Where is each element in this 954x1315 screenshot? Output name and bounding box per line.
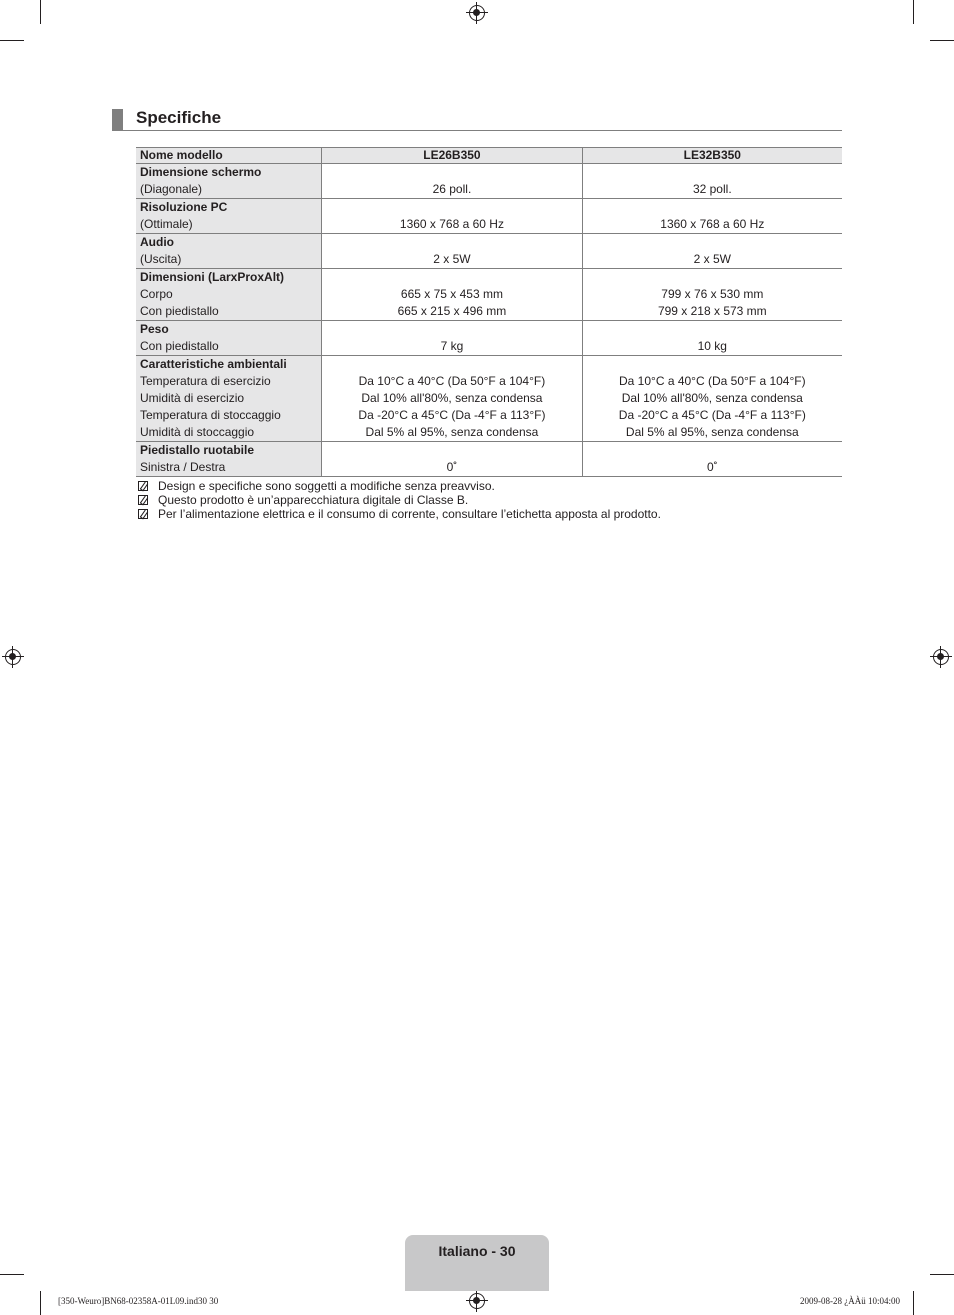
value-cell xyxy=(582,269,842,321)
value-cell xyxy=(582,321,842,356)
value: Da 10°C a 40°C (Da 50°F a 104°F) xyxy=(358,374,546,388)
row-title: Dimensione schermo xyxy=(140,165,262,179)
crop-mark xyxy=(40,1291,41,1315)
footer-file-info: [350-Weuro]BN68-02358A-01L09.ind30 30 xyxy=(58,1296,219,1306)
list-item xyxy=(138,479,661,493)
page-number-tab xyxy=(405,1235,549,1291)
row-subtitle: Temperatura di esercizio xyxy=(140,374,271,388)
value-cell xyxy=(322,234,582,269)
table-row xyxy=(136,164,842,199)
value: 1360 x 768 a 60 Hz xyxy=(399,217,504,231)
row-label xyxy=(136,321,322,356)
value: 7 kg xyxy=(440,339,464,353)
footer-timestamp: 2009-08-28 ¿ÀÀü 10:04:00 xyxy=(800,1296,900,1306)
value-cell xyxy=(582,234,842,269)
row-label xyxy=(136,234,322,269)
row-subtitle: (Uscita) xyxy=(140,252,182,266)
crop-mark xyxy=(40,0,41,24)
note-text: Per l’alimentazione elettrica e il consumo di corrente, consultare l’etichetta apposta al prodotto. xyxy=(158,507,661,521)
row-label xyxy=(136,199,322,234)
note-text: Design e specifiche sono soggetti a modifiche senza preavviso. xyxy=(158,479,495,493)
crop-mark xyxy=(0,40,24,41)
crop-mark xyxy=(0,1274,24,1275)
value: 0˚ xyxy=(446,460,458,474)
table-row xyxy=(136,321,842,356)
row-subtitle: Corpo xyxy=(140,287,173,301)
value: Da 10°C a 40°C (Da 50°F a 104°F) xyxy=(619,374,806,388)
value-cell xyxy=(582,199,842,234)
value-cell xyxy=(322,199,582,234)
value: Dal 5% al 95%, senza condensa xyxy=(625,425,799,439)
row-title: Piedistallo ruotabile xyxy=(140,443,255,457)
note-icon xyxy=(138,481,148,491)
row-subtitle: Umidità di stoccaggio xyxy=(140,425,255,439)
value: 0˚ xyxy=(706,460,718,474)
notes-list xyxy=(138,479,661,521)
spec-table xyxy=(136,147,842,477)
value: 799 x 76 x 530 mm xyxy=(661,287,764,301)
header-model-name: Nome modello xyxy=(136,148,322,164)
value: 799 x 218 x 573 mm xyxy=(657,304,767,318)
row-subtitle: Umidità di esercizio xyxy=(140,391,245,405)
registration-mark-icon xyxy=(469,5,485,21)
list-item xyxy=(138,493,661,507)
row-title: Risoluzione PC xyxy=(140,200,228,214)
value-cell xyxy=(322,164,582,199)
note-text: Questo prodotto è un’apparecchiatura digitale di Classe B. xyxy=(158,493,469,507)
value: 10 kg xyxy=(697,339,727,353)
value-cell xyxy=(582,356,842,442)
value: Da -20°C a 45°C (Da -4°F a 113°F) xyxy=(618,408,806,422)
section-marker xyxy=(112,109,123,131)
header-model-1: LE26B350 xyxy=(322,148,582,164)
value: Dal 5% al 95%, senza condensa xyxy=(365,425,539,439)
header-model-2: LE32B350 xyxy=(582,148,842,164)
row-subtitle: Con piedistallo xyxy=(140,339,219,353)
row-label xyxy=(136,442,322,477)
value: 32 poll. xyxy=(692,182,732,196)
section-rule xyxy=(123,130,842,131)
crop-mark xyxy=(930,40,954,41)
row-label xyxy=(136,356,322,442)
table-row xyxy=(136,234,842,269)
row-subtitle: (Ottimale) xyxy=(140,217,193,231)
table-row xyxy=(136,269,842,321)
row-subtitle: Temperatura di stoccaggio xyxy=(140,408,281,422)
value-cell xyxy=(322,442,582,477)
value: Da -20°C a 45°C (Da -4°F a 113°F) xyxy=(358,408,546,422)
value: 26 poll. xyxy=(432,182,472,196)
list-item xyxy=(138,507,661,521)
crop-mark xyxy=(913,0,914,24)
section-title: Specifiche xyxy=(136,108,222,127)
value-cell xyxy=(582,442,842,477)
row-subtitle: (Diagonale) xyxy=(140,182,203,196)
row-subtitle: Sinistra / Destra xyxy=(140,460,226,474)
crop-mark xyxy=(913,1291,914,1315)
page-number: Italiano - 30 xyxy=(438,1243,516,1259)
table-row xyxy=(136,356,842,442)
value: 2 x 5W xyxy=(693,252,731,266)
row-label xyxy=(136,164,322,199)
row-label xyxy=(136,269,322,321)
value: 1360 x 768 a 60 Hz xyxy=(660,217,765,231)
table-row xyxy=(136,199,842,234)
value: 2 x 5W xyxy=(433,252,471,266)
row-subtitle: Con piedistallo xyxy=(140,304,219,318)
note-icon xyxy=(138,495,148,505)
registration-mark-icon xyxy=(5,649,21,665)
row-title: Dimensioni (LarxProxAlt) xyxy=(140,270,285,284)
registration-mark-icon xyxy=(933,649,949,665)
row-title: Audio xyxy=(140,235,174,249)
value: 665 x 215 x 496 mm xyxy=(397,304,507,318)
value: Dal 10% all'80%, senza condensa xyxy=(361,391,543,405)
registration-mark-icon xyxy=(469,1293,485,1309)
row-title: Peso xyxy=(140,322,169,336)
row-title: Caratteristiche ambientali xyxy=(140,357,287,371)
value: Dal 10% all'80%, senza condensa xyxy=(621,391,803,405)
value-cell xyxy=(322,321,582,356)
value-cell xyxy=(322,356,582,442)
value-cell xyxy=(322,269,582,321)
value-cell xyxy=(582,164,842,199)
value: 665 x 75 x 453 mm xyxy=(400,287,503,301)
table-header-row xyxy=(136,148,842,164)
note-icon xyxy=(138,509,148,519)
table-row xyxy=(136,442,842,477)
crop-mark xyxy=(930,1274,954,1275)
